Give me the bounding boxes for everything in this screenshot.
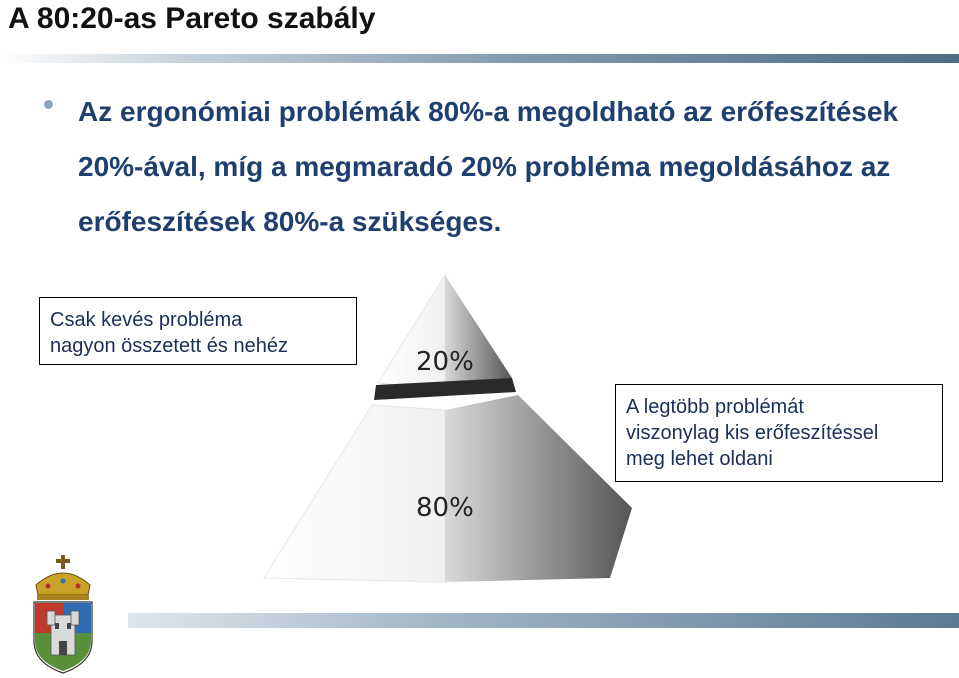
bullet-text: Az ergonómiai problémák 80%-a megoldható az erőfeszítések 20%-ával, míg a megmaradó 20% probléma megoldásához az erőfeszítések 80%-a szükséges.	[78, 96, 899, 237]
callout-right-line2: viszonylag kis erőfeszítéssel	[626, 422, 879, 444]
coat-of-arms-icon	[28, 555, 98, 675]
slide-title: A 80:20-as Pareto szabály	[8, 2, 376, 35]
callout-easy-problems	[615, 384, 943, 482]
callout-right-line3: meg lehet oldani	[626, 448, 773, 470]
pyramid-top-label: 20%	[416, 347, 474, 377]
callout-left-line1: Csak kevés probléma	[50, 309, 243, 331]
bottom-divider-bar	[128, 613, 959, 628]
pyramid-bottom-label: 80%	[416, 493, 474, 523]
callout-complex-problems	[39, 297, 357, 365]
top-divider-bar	[0, 54, 959, 63]
bullet-icon	[44, 100, 53, 109]
callout-left-line2: nagyon összetett és nehéz	[50, 335, 288, 357]
pyramid-bottom-right-face	[445, 395, 632, 582]
callout-right-line1: A legtöbb problémát	[626, 396, 804, 418]
